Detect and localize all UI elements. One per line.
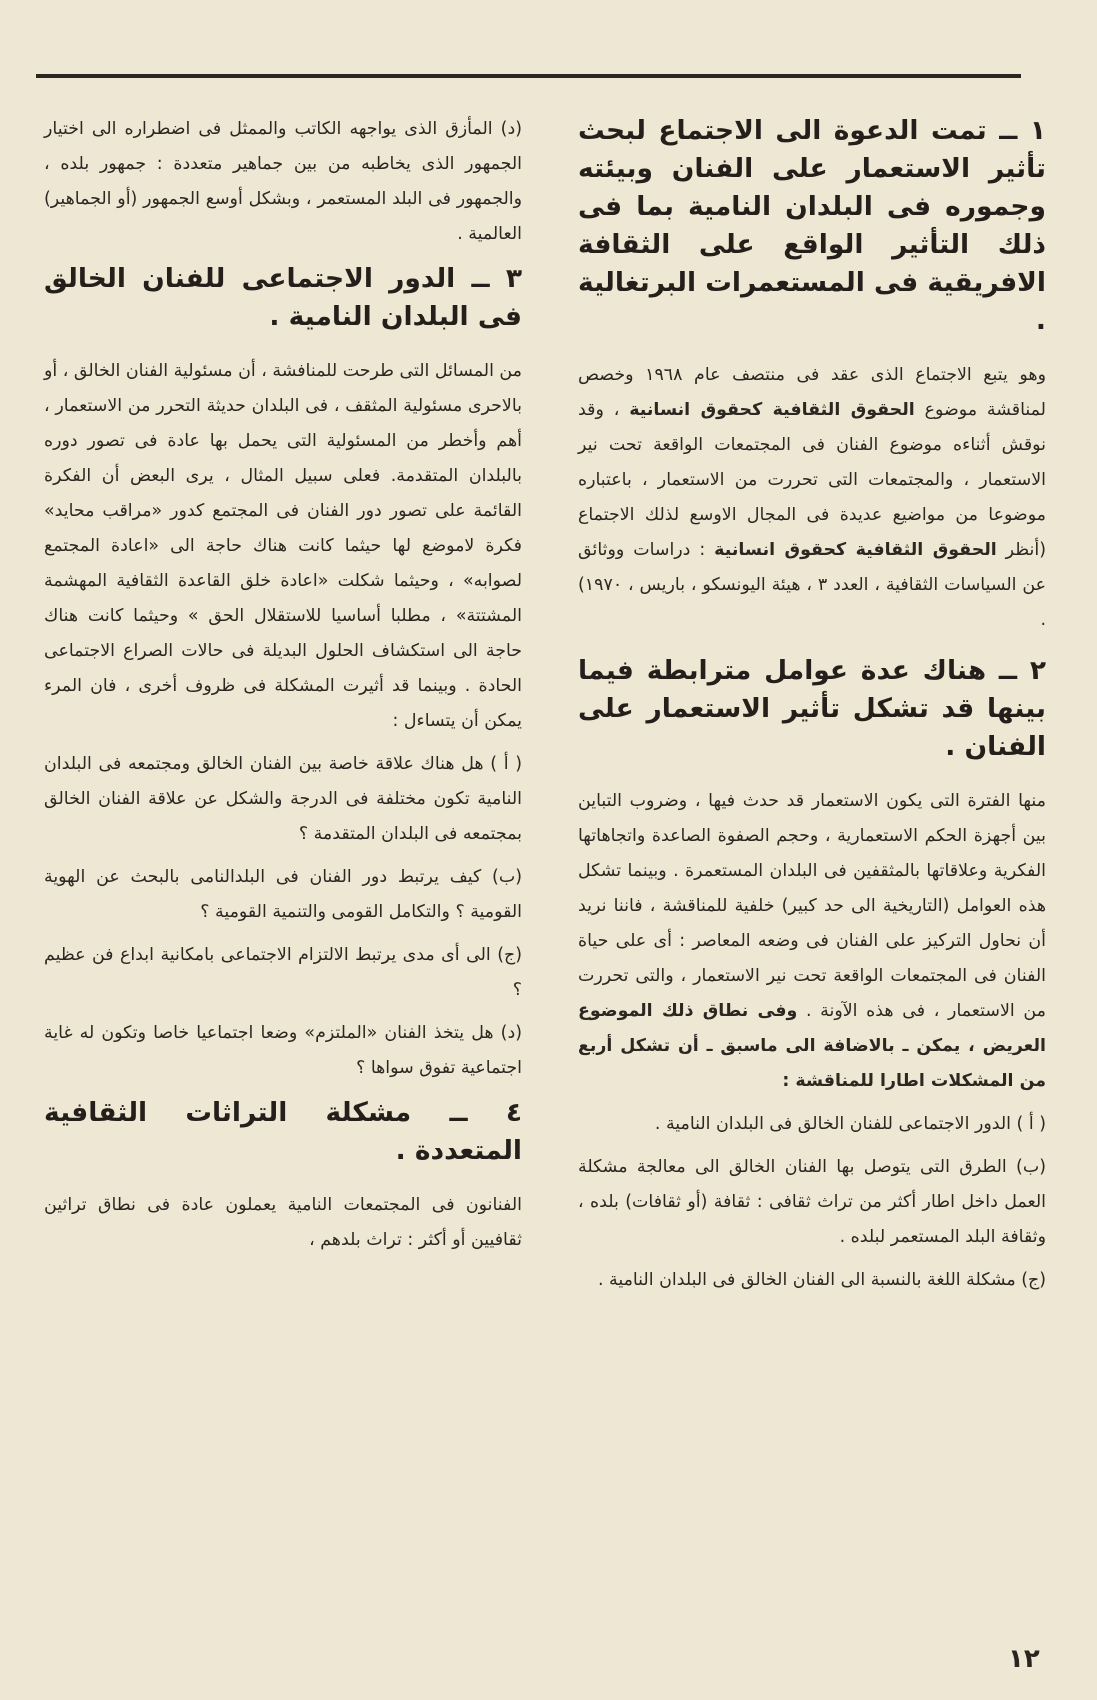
paragraph-1-text-b: ، وقد نوقش أثناءه موضوع الفنان فى المجتمعات الواقعة تحت نير الاستعمار ، والمجتمعات التى تحررت من الاستعمار ، باعتباره موضوعا من مواضيع عديدة فى المجال الاوسع لذلك الاجتماع (أنظر [578, 400, 1046, 560]
paragraph-3: من المسائل التى طرحت للمنافشة ، أن مسئولية الفنان الخالق ، أو بالاحرى مسئولية المثقف ، فى البلدان حديثة التحرر من الاستعمار ، أهم وأخطر من المسئولية التى يحمل بها عادة فى تصور دوره بالبلدان المتقدمة. فعلى سبيل المثال ، يرى البعض أن الفكرة القائمة على تصور دور الفنان فى المجتمع كدور «مراقب محايد» فكرة لاموضع لها حيثما كانت هناك حاجة الى «اعادة المجتمع لصوابه» ، وحيثما شكلت «اعادة خلق القاعدة الثقافية المهشمة المشتتة» ، مطلبا أساسيا للاستقلال الحق » وحيثما كانت هناك حاجة الى استكشاف الحلول البديلة فى حالات الصراع الاجتماعى الحادة . وبينما قد أثيرت المشكلة فى ظروف أخرى ، فان المرء يمكن أن يتساءل : [43, 361, 522, 731]
paragraph-4: الفنانون فى المجتمعات النامية يعملون عادة فى نطاق تراثين ثقافيين أو أكثر : تراث بلدهم ، [44, 1195, 522, 1250]
paragraph-1-bold-a: الحقوق الثقافية كحقوق انسانية [629, 400, 915, 420]
paragraph-1-bold-b: الحقوق الثقافية كحقوق انسانية [714, 540, 997, 560]
left-column [44, 112, 522, 1266]
paragraph-1-text-c: : دراسات ووثائق عن السياسات الثقافية ، العدد ٣ ، هيئة اليونسكو ، باريس ، ١٩٧٠) . [578, 540, 1046, 630]
question-c: (ج) الى أى مدى يرتبط الالتزام الاجتماعى بامكانية ابداع فن عظيم ؟ [44, 945, 522, 1000]
paragraph-1-text-a: وهو يتبع الاجتماع الذى عقد فى منتصف عام ١٩٦٨ وخصص لمناقشة موضوع [578, 365, 1046, 420]
list-item-d: (د) المأزق الذى يواجهه الكاتب والممثل فى اضطراره الى اختيار الجمهور الذى يخاطبه من بين جماهير متعددة : جمهور بلده ، والجمهور فى البلد المستعمر ، وبشكل أوسع الجمهور (أو الجماهير) العالمية . [44, 119, 522, 244]
paragraph-2-bold: وفى نطاق ذلك الموضوع العريض ، يمكن ـ بالاضافة الى ماسبق ـ أن تشكل أربع من المشكلات اطارا للمناقشة : [578, 1001, 1046, 1091]
question-b: (ب) كيف يرتبط دور الفنان فى البلدالنامى بالبحث عن الهوية القومية ؟ والتكامل القومى والتنمية القومية ؟ [44, 867, 522, 922]
list-item-c: (ج) مشكلة اللغة بالنسبة الى الفنان الخالق فى البلدان النامية . [597, 1270, 1046, 1290]
paragraph-2 [578, 784, 1046, 1099]
question-d: (د) هل يتخذ الفنان «الملتزم» وضعا اجتماعيا خاصا وتكون له غاية اجتماعية تفوق سواها ؟ [44, 1023, 522, 1078]
section-heading-3: ٣ ــ الدور الاجتماعى للفنان الخالق فى البلدان النامية . [44, 263, 522, 332]
top-rule [36, 74, 1021, 78]
list-item-a: ( أ ) الدور الاجتماعى للفنان الخالق فى البلدان النامية . [654, 1114, 1046, 1134]
question-a: ( أ ) هل هناك علاقة خاصة بين الفنان الخالق ومجتمعه فى البلدان النامية تكون مختلفة فى الدرجة والشكل عن علاقة الفنان الخالق بمجتمعه فى البلدان المتقدمة ؟ [44, 754, 522, 844]
paragraph-2-text: منها الفترة التى يكون الاستعمار قد حدث فيها ، وضروب التباين بين أجهزة الحكم الاستعمارية ، وحجم الصفوة الصاعدة واتجاهاتها الفكرية وعلاقاتها بالمثقفين فى البلدان المستعمرة . وبينما تشكل هذه العوامل (التاريخية الى حد كبير) خلفية للمناقشة ، فاننا نريد أن نحاول التركيز على الفنان فى وضعه المعاصر : أى على حياة الفنان فى المجتمعات الواقعة تحت نير الاستعمار ، والتى تحررت من الاستعمار ، فى هذه الآونة . [578, 791, 1046, 1021]
section-heading-2: ٢ ــ هناك عدة عوامل مترابطة فيما بينها قد تشكل تأثير الاستعمار على الفنان . [578, 655, 1046, 762]
right-column [578, 112, 1046, 1306]
section-heading-1: ١ ــ تمت الدعوة الى الاجتماع لبحث تأثير الاستعمار على الفنان وبيئته وجموره فى البلدان النامية بما فى ذلك التأثير الواقع على الثقافة الافريقية فى المستعمرات البرتغالية . [578, 115, 1046, 336]
page-number: ١٢ [1008, 1644, 1040, 1674]
paragraph-1 [578, 358, 1046, 638]
list-item-b: (ب) الطرق التى يتوصل بها الفنان الخالق الى معالجة مشكلة العمل داخل اطار أكثر من تراث ثقافى : ثقافة (أو ثقافات) بلده ، وثقافة البلد المستعمر لبلده . [578, 1157, 1046, 1247]
section-heading-4: ٤ ــ مشكلة التراثات الثقافية المتعددة . [44, 1097, 522, 1166]
